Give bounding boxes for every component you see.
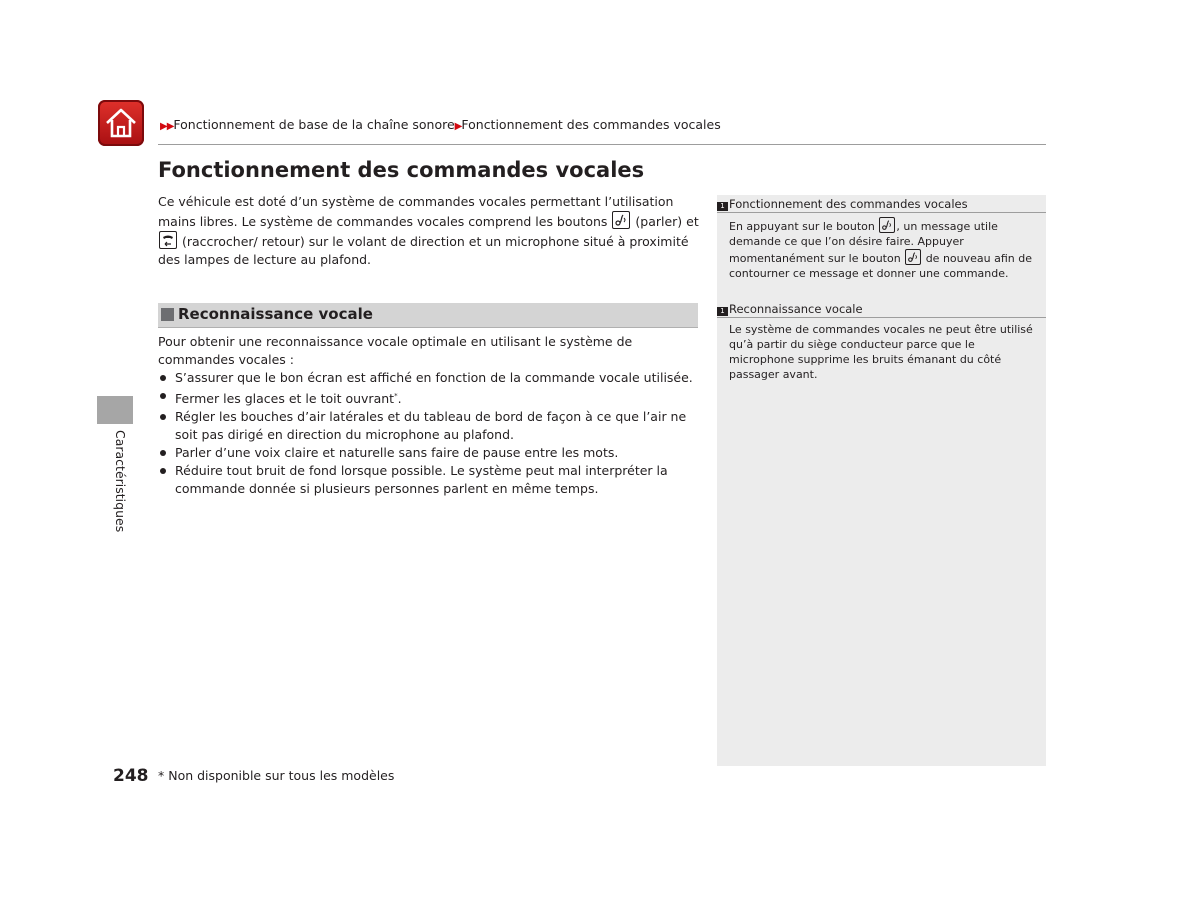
section-title: Reconnaissance vocale <box>178 305 373 323</box>
note-text-1: En appuyant sur le bouton <box>729 220 875 233</box>
note-header-voice-recognition <box>717 301 1046 317</box>
bullet-list <box>158 369 703 498</box>
section-lead: Pour obtenir une reconnaissance vocale optimale en utilisant le système de commandes vocales : <box>158 334 633 367</box>
home-button[interactable] <box>98 100 144 146</box>
chapter-tab[interactable] <box>97 396 133 424</box>
note-title: Reconnaissance vocale <box>729 302 863 316</box>
intro-text-hangup: (raccrocher/ retour) sur le volant de direction et un microphone situé à proximité des lampes de lecture au plafond. <box>158 234 689 267</box>
note-text-2: , un message utile demande ce que l’on désire faire. Appuyer momentanément sur le bouton <box>729 220 998 265</box>
chapter-label[interactable]: Caractéristiques <box>113 430 128 533</box>
note-marker-icon: 1 <box>717 307 728 316</box>
list-item: S’assurer que le bon écran est affiché en fonction de la commande vocale utilisée. <box>158 369 703 387</box>
intro-paragraph <box>158 193 703 269</box>
page-number: 248 <box>113 766 149 786</box>
breadcrumb-link-audio[interactable]: Fonctionnement de base de la chaîne sonore <box>173 117 455 132</box>
breadcrumb-current: Fonctionnement des commandes vocales <box>461 117 721 132</box>
intro-text-talk: (parler) et <box>635 214 699 229</box>
asterisk-marker: * <box>394 392 398 400</box>
breadcrumb-separator: ▶ <box>454 121 462 132</box>
header-rule <box>158 144 1046 145</box>
list-item-period: . <box>397 391 402 406</box>
list-item-text: Fermer les glaces et le toit ouvrant <box>175 391 395 406</box>
section-header <box>158 303 698 328</box>
list-item: Parler d’une voix claire et naturelle sans faire de pause entre les mots. <box>158 444 703 462</box>
list-item: Régler les bouches d’air latérales et du tableau de bord de façon à ce que l’air ne soit pas dirigé en direction du microphone au plafond. <box>158 408 703 444</box>
list-item <box>158 387 703 408</box>
page-title: Fonctionnement des commandes vocales <box>158 158 645 182</box>
talk-button-icon <box>612 211 630 229</box>
note-body-voice-recognition: Le système de commandes vocales ne peut être utilisé qu’à partir du siège conducteur parce que le microphone supprime les bruits émanant du côté passager avant. <box>729 323 1033 381</box>
note-rule <box>717 317 1046 318</box>
section-square-marker <box>161 308 174 321</box>
note-rule <box>717 212 1046 213</box>
note-text-3: de nouveau afin de contourner ce message et donner une commande. <box>729 252 1032 280</box>
talk-button-icon <box>879 217 895 233</box>
intro-text-1: Ce véhicule est doté d’un système de commandes vocales permettant l’utilisation mains libres. Le système de commandes vocales comprend les boutons <box>158 194 674 229</box>
note-body-voice-commands <box>729 217 1039 281</box>
talk-button-icon <box>905 249 921 265</box>
note-header-voice-commands <box>717 196 1046 212</box>
breadcrumb-arrows: ▶▶ <box>160 121 174 132</box>
breadcrumb <box>160 117 721 132</box>
hang-up-back-icon <box>159 231 177 249</box>
note-marker-icon: 1 <box>717 202 728 211</box>
home-icon <box>104 106 138 140</box>
note-title: Fonctionnement des commandes vocales <box>729 197 968 211</box>
list-item: Réduire tout bruit de fond lorsque possible. Le système peut mal interpréter la commande donnée si plusieurs personnes parlent en même temps. <box>158 462 703 498</box>
footnote: * Non disponible sur tous les modèles <box>158 768 395 783</box>
